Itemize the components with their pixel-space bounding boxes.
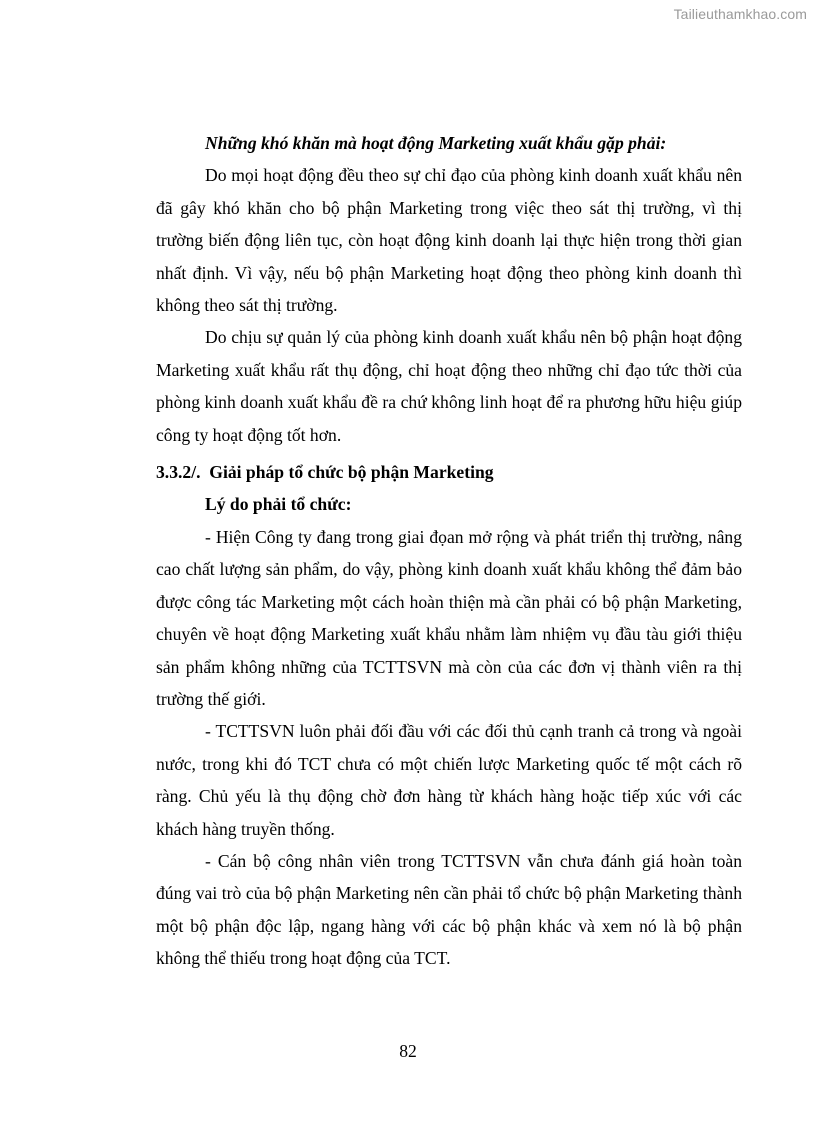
heading-difficulties: Những khó khăn mà hoạt động Marketing xuất khẩu gặp phải:: [205, 133, 667, 153]
bullet-paragraph-1: - Hiện Công ty đang trong giai đọan mở rộng và phát triển thị trường, nâng cao chất lượng sản phẩm, do vậy, phòng kinh doanh xuất khẩu không thể đảm bảo được công tác Marketing một cách hoàn thiện mà cần phải có bộ phận Marketing, chuyên về hoạt động Marketing xuất khẩu nhằm làm nhiệm vụ đầu tàu giới thiệu sản phẩm không những của TCTTSVN mà còn của các đơn vị thành viên ra thị trường thế giới.: [156, 526, 742, 709]
section-heading: 3.3.2/. Giải pháp tổ chức bộ phận Marketing: [156, 462, 494, 483]
page-number: 82: [399, 1041, 417, 1061]
subheading-reason: Lý do phải tổ chức:: [205, 494, 352, 515]
bullet-paragraph-2: - TCTTSVN luôn phải đối đầu với các đối thủ cạnh tranh cả trong và ngoài nước, trong khi đó TCT chưa có một chiến lược Marketing quốc tế một cách rõ ràng. Chủ yếu là thụ động chờ đơn hàng từ khách hàng hoặc tiếp xúc với các khách hàng truyền thống.: [156, 721, 742, 839]
paragraph-2: Do chịu sự quản lý của phòng kinh doanh xuất khẩu nên bộ phận hoạt động Marketing xuất khẩu rất thụ động, chỉ hoạt động theo những chỉ đạo tức thời của phòng kinh doanh xuất khẩu đề ra chứ không linh hoạt để ra phương hữu hiệu giúp công ty hoạt động tốt hơn.: [156, 327, 742, 445]
watermark-text: Tailieuthamkhao.com: [673, 6, 807, 22]
page-body: [156, 127, 742, 975]
bullet-paragraph-3: - Cán bộ công nhân viên trong TCTTSVN vẫn chưa đánh giá hoàn toàn đúng vai trò của bộ phận Marketing nên cần phải tổ chức bộ phận Marketing thành một bộ phận độc lập, ngang hàng với các bộ phận khác và xem nó là bộ phận không thể thiếu trong hoạt động của TCT.: [156, 850, 742, 969]
paragraph-1: Do mọi hoạt động đều theo sự chỉ đạo của phòng kinh doanh xuất khẩu nên đã gây khó khăn cho bộ phận Marketing trong việc theo sát thị trường, vì thị trường biến động liên tục, còn hoạt động kinh doanh lại thực hiện trong thời gian nhất định. Vì vậy, nếu bộ phận Marketing hoạt động theo phòng kinh doanh thì không theo sát thị trường.: [156, 165, 742, 316]
